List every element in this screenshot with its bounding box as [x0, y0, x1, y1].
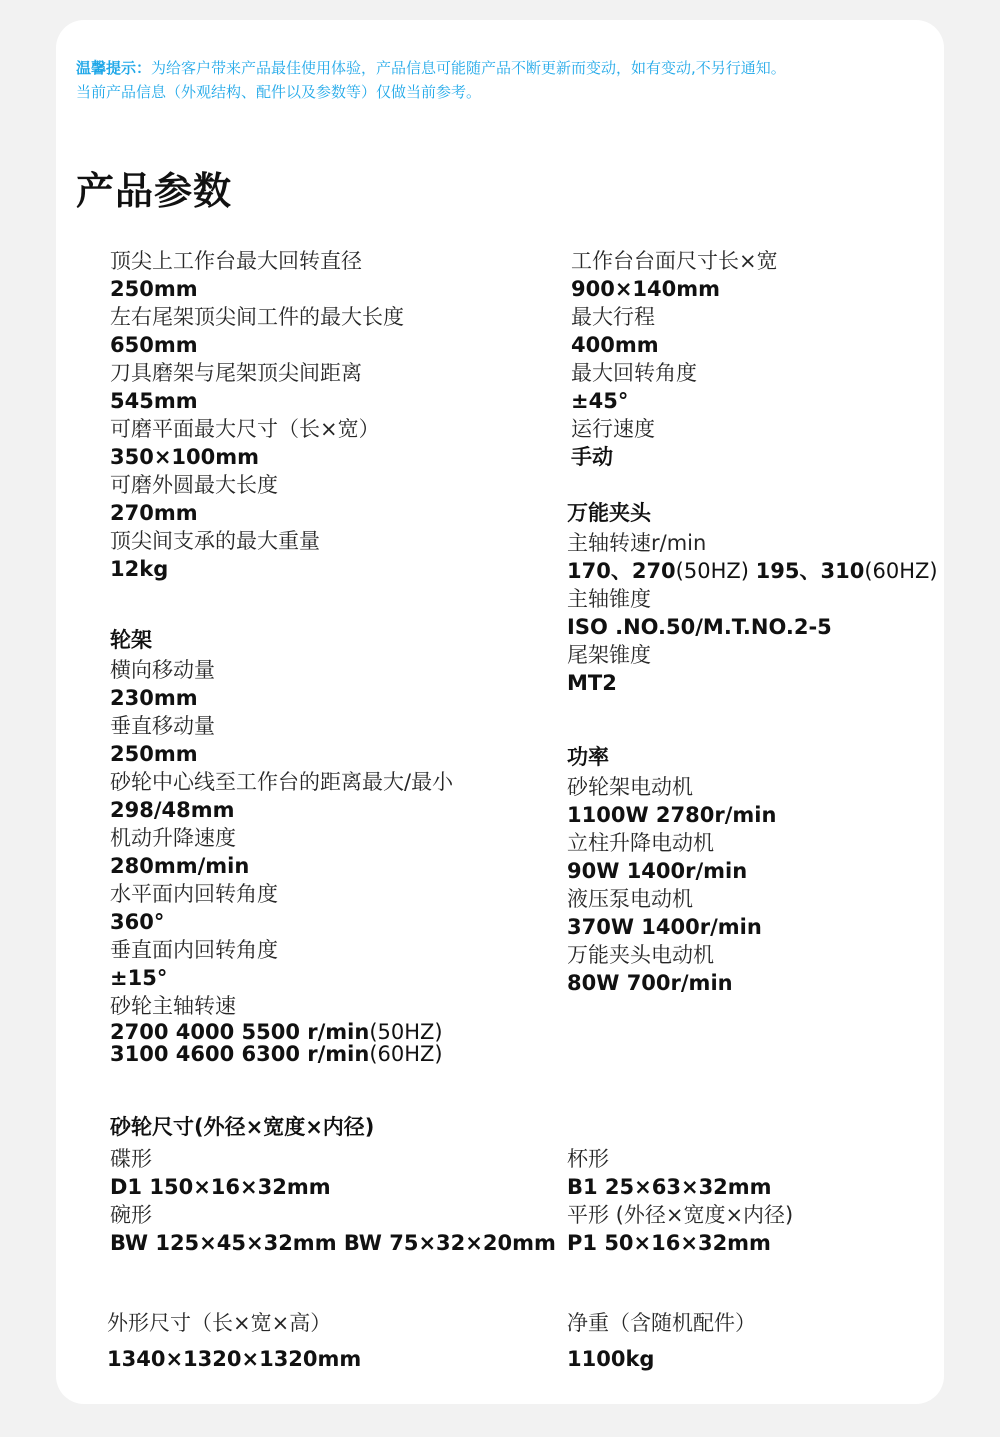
param-label: 最大回转角度 [571, 361, 697, 385]
param-label: 砂轮中心线至工作台的距离最大/最小 [110, 770, 454, 794]
net-weight [567, 1308, 756, 1372]
param-value: ±15° [110, 966, 168, 990]
wheelhead-section [110, 625, 453, 1065]
param-label: 尾架锥度 [567, 643, 651, 667]
speed-60hz: 195、310 [755, 559, 865, 583]
param-value: 400mm [571, 333, 659, 357]
param-value: 360° [110, 910, 165, 934]
unit-50hz: (50HZ) [369, 1020, 443, 1044]
param-value: 90W 1400r/min [567, 859, 748, 883]
param-value: 12kg [110, 557, 169, 581]
wheel-size-right [567, 1144, 793, 1256]
param-value: 298/48mm [110, 798, 235, 822]
param-value: 1100W 2780r/min [567, 803, 777, 827]
param-value: 230mm [110, 686, 198, 710]
param-label: 刀具磨架与尾架顶尖间距离 [110, 361, 362, 385]
param-label: 主轴锥度 [567, 587, 651, 611]
wheel-size-left [110, 1144, 556, 1256]
param-label: 外形尺寸（长×宽×高） [107, 1311, 332, 1335]
param-label: 左右尾架顶尖间工件的最大长度 [110, 305, 404, 329]
param-value: BW 125×45×32mm BW 75×32×20mm [110, 1231, 556, 1255]
param-value: 1340×1320×1320mm [107, 1347, 362, 1371]
section-heading: 功率 [567, 745, 609, 769]
param-label: 运行速度 [571, 417, 655, 441]
param-label: 垂直面内回转角度 [110, 938, 278, 962]
param-value: D1 150×16×32mm [110, 1175, 331, 1199]
param-label: 立柱升降电动机 [567, 831, 714, 855]
basic-params [110, 246, 404, 582]
param-label: 可磨平面最大尺寸（长×宽） [110, 417, 380, 441]
param-value [567, 558, 938, 584]
spindle-speed-50hz: 2700 4000 5500 r/min [110, 1020, 370, 1044]
param-value: 手动 [571, 445, 613, 469]
param-value: 1100kg [567, 1347, 655, 1371]
section-heading: 砂轮尺寸(外径×宽度×内径) [110, 1115, 375, 1139]
param-label: 主轴转速r/min [567, 531, 707, 555]
notice-line-2: 当前产品信息（外观结构、配件以及参数等）仅做当前参考。 [76, 83, 482, 101]
param-value [110, 1021, 453, 1043]
param-value: MT2 [567, 671, 617, 695]
param-value [110, 1043, 453, 1065]
spindle-speed-60hz: 3100 4600 6300 r/min [110, 1042, 370, 1066]
notice-label: 温馨提示： [76, 59, 152, 77]
param-label: 杯形 [567, 1147, 609, 1171]
section-heading: 轮架 [110, 628, 152, 652]
speed-50hz: 170、270 [567, 559, 676, 583]
unit-60hz: (60HZ) [864, 559, 938, 583]
param-value: ±45° [571, 389, 629, 413]
page-title: 产品参数 [76, 169, 233, 213]
param-label: 砂轮主轴转速 [110, 994, 236, 1018]
param-value: ISO .NO.50/M.T.NO.2-5 [567, 615, 832, 639]
wheel-size-section [110, 1112, 374, 1142]
param-value: B1 25×63×32mm [567, 1175, 772, 1199]
param-label: 砂轮架电动机 [567, 775, 693, 799]
param-label: 机动升降速度 [110, 826, 236, 850]
param-value: 650mm [110, 333, 198, 357]
notice-line-1 [76, 56, 946, 80]
param-value: 250mm [110, 277, 198, 301]
param-value: 370W 1400r/min [567, 915, 762, 939]
param-label: 液压泵电动机 [567, 887, 693, 911]
param-label: 最大行程 [571, 305, 655, 329]
overall-dimensions [107, 1308, 361, 1372]
table-params [571, 246, 778, 470]
power-section [567, 742, 776, 996]
param-label: 平形 (外径×宽度×内径) [567, 1203, 794, 1227]
param-value: 250mm [110, 742, 198, 766]
section-heading: 万能夹头 [567, 501, 651, 525]
param-value: 545mm [110, 389, 198, 413]
param-label: 碟形 [110, 1147, 152, 1171]
param-value: 80W 700r/min [567, 971, 733, 995]
param-label: 顶尖上工作台最大回转直径 [110, 249, 362, 273]
param-label: 万能夹头电动机 [567, 943, 714, 967]
param-value: P1 50×16×32mm [567, 1231, 771, 1255]
param-label: 可磨外圆最大长度 [110, 473, 278, 497]
unit-60hz: (60HZ) [369, 1042, 443, 1066]
param-label: 净重（含随机配件） [567, 1311, 756, 1335]
param-value: 900×140mm [571, 277, 721, 301]
param-label: 水平面内回转角度 [110, 882, 278, 906]
param-value: 280mm/min [110, 854, 250, 878]
notice-text: 为给客户带来产品最佳使用体验，产品信息可能随产品不断更新而变动，如有变动,不另行通知。 [151, 59, 786, 77]
param-label: 垂直移动量 [110, 714, 215, 738]
param-label: 工作台台面尺寸长×宽 [571, 249, 778, 273]
param-label: 顶尖间支承的最大重量 [110, 529, 320, 553]
notice [76, 56, 946, 104]
param-value: 350×100mm [110, 445, 260, 469]
param-value: 270mm [110, 501, 198, 525]
unit-50hz: (50HZ) [675, 559, 756, 583]
chuck-section [567, 498, 938, 696]
param-label: 碗形 [110, 1203, 152, 1227]
param-label: 横向移动量 [110, 658, 215, 682]
